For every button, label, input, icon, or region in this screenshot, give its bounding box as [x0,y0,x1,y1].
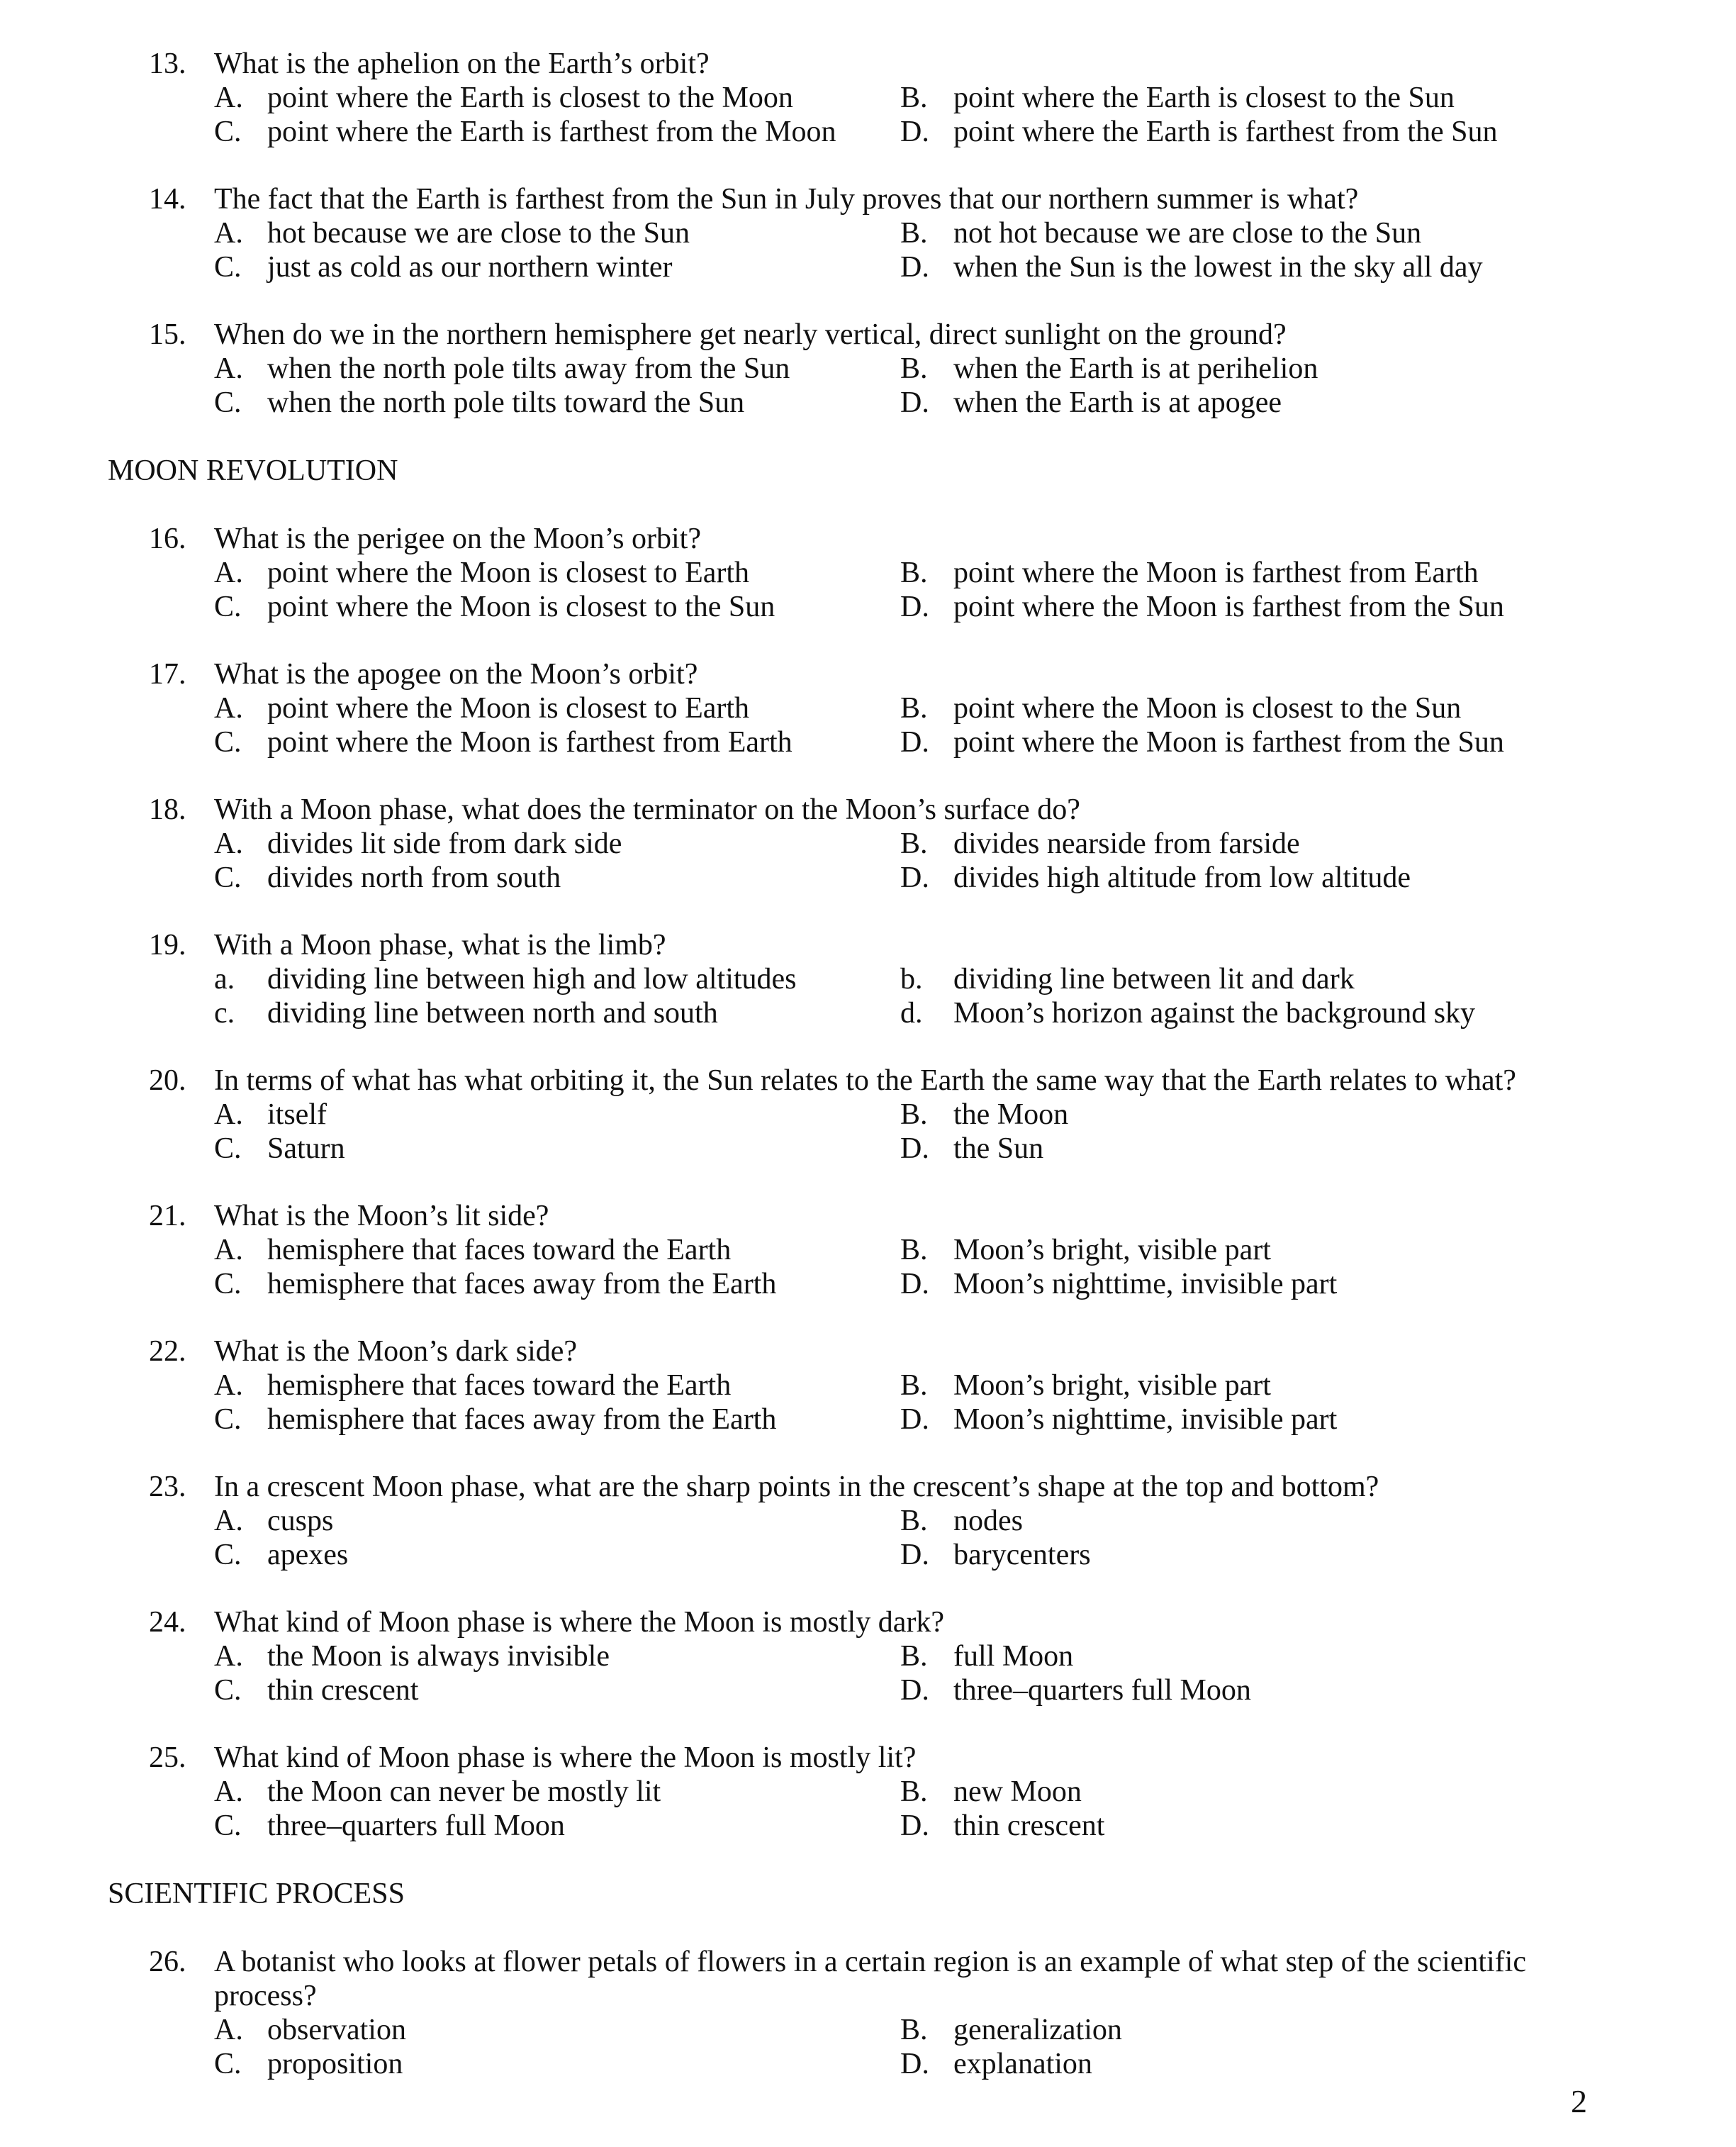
question-text: What is the Moon’s lit side? [214,1200,549,1232]
section-heading-moon-revolution: MOON REVOLUTION [108,455,398,487]
question-number: 18. [149,793,186,826]
question-text: When do we in the northern hemisphere get nearly vertical, direct sunlight on the ground? [214,318,1287,351]
question-16: 16. What is the perigee on the Moon’s orbit? A. point where the Moon is closest to Earth B. point where the Moon is farthest from Earth C. point where the Moon is closest to the Sun D. point where the Moon is farthest from the Sun [149,523,1504,623]
question-26: 26. A botanist who looks at flower petals of flowers in a certain region is an example of what step of the scientific process? A. observation B. generalization C. proposition D. explanation [149,1946,1526,2080]
question-number: 16. [149,523,186,555]
question-number: 13. [149,48,186,80]
question-text: What is the Moon’s dark side? [214,1335,578,1368]
question-text: What is the apogee on the Moon’s orbit? [214,658,698,691]
question-25: 25. What kind of Moon phase is where the Moon is mostly lit? A. the Moon can never be mostly lit B. new Moon C. three–quarters full Moon D. thin crescent [149,1741,1105,1842]
question-number: 26. [149,1946,186,1978]
question-text: A botanist who looks at flower petals of flowers in a certain region is an example of what step of the scientific [214,1946,1526,1978]
question-text: What kind of Moon phase is where the Moon is mostly lit? [214,1741,917,1774]
question-text: In a crescent Moon phase, what are the sharp points in the crescent’s shape at the top and bottom? [214,1471,1379,1503]
question-number: 21. [149,1200,186,1232]
question-22: 22. What is the Moon’s dark side? A. hemisphere that faces toward the Earth B. Moon’s bright, visible part C. hemisphere that faces away from the Earth D. Moon’s nighttime, invisible part [149,1335,1338,1436]
question-number: 22. [149,1335,186,1368]
question-23: 23. In a crescent Moon phase, what are the sharp points in the crescent’s shape at the top and bottom? A. cusps B. nodes C. apexes D. barycenters [149,1471,1379,1571]
question-text: What is the perigee on the Moon’s orbit? [214,523,701,555]
question-number: 20. [149,1064,186,1097]
question-13: 13. What is the aphelion on the Earth’s orbit? A. point where the Earth is closest to the Moon B. point where the Earth is closest to the Sun C. point where the Earth is farthest from the Moon D. point where the Earth is farthest from the Sun [149,48,1498,148]
question-text: In terms of what has what orbiting it, the Sun relates to the Earth the same way that the Earth relates to what? [214,1064,1516,1097]
question-number: 17. [149,658,186,691]
section-heading-scientific-process: SCIENTIFIC PROCESS [108,1878,405,1910]
question-17: 17. What is the apogee on the Moon’s orbit? A. point where the Moon is closest to Earth B. point where the Moon is closest to the Sun C. point where the Moon is farthest from Earth D. point where the Moon is farthest from the Sun [149,658,1504,759]
question-number: 15. [149,318,186,351]
question-text: With a Moon phase, what does the terminator on the Moon’s surface do? [214,793,1080,826]
question-15: 15. When do we in the northern hemisphere get nearly vertical, direct sunlight on the ground? A. when the north pole tilts away from the Sun B. when the Earth is at perihelion C. when the north pole tilts toward the Sun D. when the Earth is at apogee [149,318,1318,419]
question-14: 14. The fact that the Earth is farthest from the Sun in July proves that our northern summer is what? A. hot because we are close to the Sun B. not hot because we are close to the Sun C. just as cold as our northern winter D. when the Sun is the lowest in the sky all day [149,183,1483,284]
question-number: 25. [149,1741,186,1774]
question-18: 18. With a Moon phase, what does the terminator on the Moon’s surface do? A. divides lit side from dark side B. divides nearside from farside C. divides north from south D. divides high altitude from low altitude [149,793,1411,894]
question-text: The fact that the Earth is farthest from the Sun in July proves that our northern summer is what? [214,183,1359,216]
question-20: 20. In terms of what has what orbiting it, the Sun relates to the Earth the same way that the Earth relates to what? A. itself B. the Moon C. Saturn D. the Sun [149,1064,1516,1165]
question-number: 24. [149,1606,186,1639]
question-text: What kind of Moon phase is where the Moon is mostly dark? [214,1606,944,1639]
question-19: 19. With a Moon phase, what is the limb? a. dividing line between high and low altitudes b. dividing line between lit and dark c. dividing line between north and south d. Moon’s horizon against the background sky [149,929,1476,1030]
question-number: 14. [149,183,186,216]
question-text: With a Moon phase, what is the limb? [214,929,666,961]
question-number: 19. [149,929,186,961]
question-number: 23. [149,1471,186,1503]
question-21: 21. What is the Moon’s lit side? A. hemisphere that faces toward the Earth B. Moon’s bright, visible part C. hemisphere that faces away from the Earth D. Moon’s nighttime, invisible part [149,1200,1338,1300]
question-text: What is the aphelion on the Earth’s orbit? [214,48,710,80]
question-24: 24. What kind of Moon phase is where the Moon is mostly dark? A. the Moon is always invisible B. full Moon C. thin crescent D. three–quarters full Moon [149,1606,1251,1707]
question-text-continued: process? [214,1980,317,2012]
page-number: 2 [1571,2083,1587,2119]
